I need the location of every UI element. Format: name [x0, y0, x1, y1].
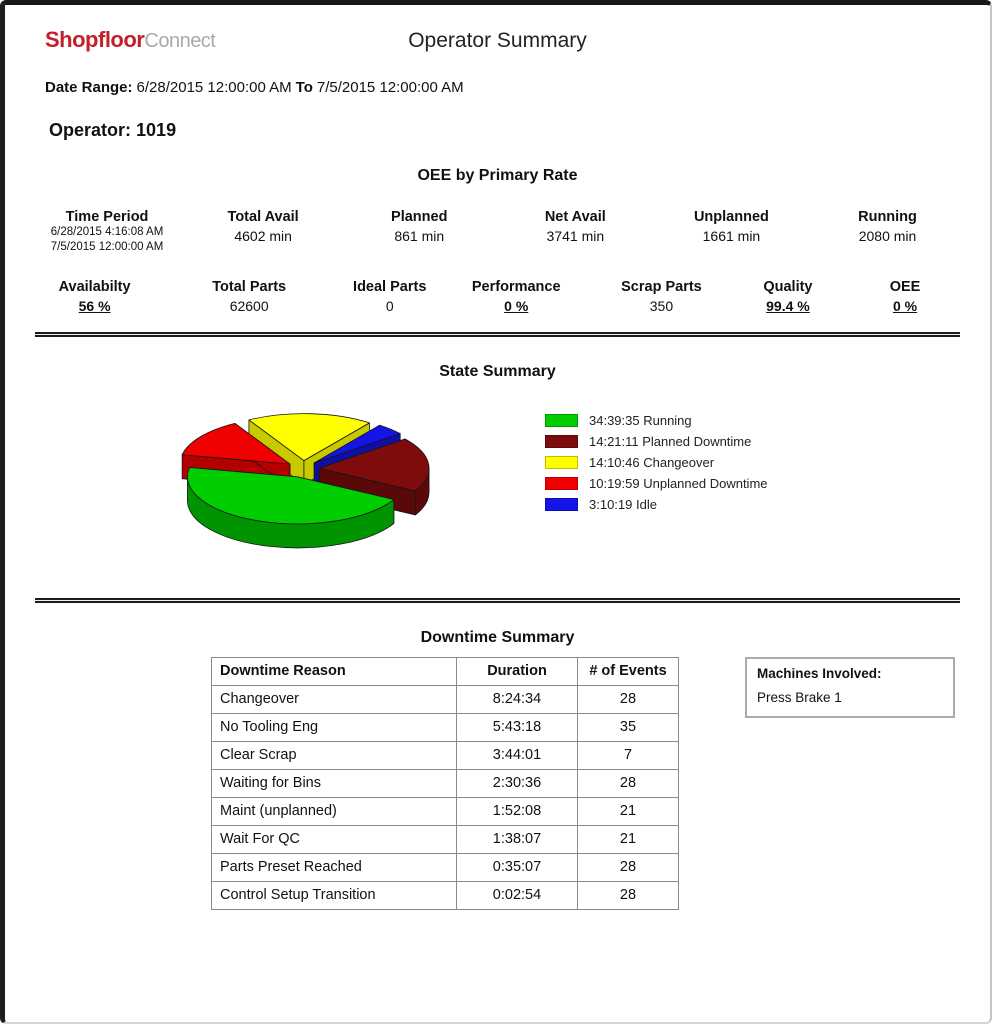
legend-label: 14:10:46 Changeover: [589, 454, 715, 470]
cell-events: 21: [578, 797, 679, 825]
oee-stat-time-period: [29, 209, 185, 255]
legend-item-idle: [545, 497, 768, 512]
oee-stat-ideal-parts: [338, 279, 441, 314]
legend-label: 10:19:59 Unplanned Downtime: [589, 475, 768, 491]
stat-label: Total Parts: [212, 278, 287, 295]
report-header: [29, 27, 966, 57]
cell-duration: 0:02:54: [457, 881, 578, 909]
stat-value: 4602 min: [234, 228, 292, 244]
date-range-label: Date Range:: [45, 79, 133, 96]
column-header-duration: Duration: [457, 657, 578, 685]
stat-label: Ideal Parts: [353, 278, 427, 295]
downtime-summary-block: [29, 657, 966, 910]
cell-events: 28: [578, 881, 679, 909]
legend-swatch-idle: [545, 498, 578, 511]
oee-stat-unplanned: [653, 209, 809, 255]
cell-events: 28: [578, 685, 679, 713]
cell-downtime-reason: No Tooling Eng: [212, 713, 457, 741]
page-title: Operator Summary: [408, 29, 587, 52]
stat-label: Availabilty: [58, 278, 131, 295]
oee-stat-quality: [732, 279, 844, 314]
stat-label: Net Avail: [544, 209, 606, 225]
state-summary-title: State Summary: [439, 362, 556, 380]
cell-duration: 1:38:07: [457, 825, 578, 853]
state-pie-chart: [155, 389, 475, 575]
logo-primary-text: Shopfloor: [45, 27, 145, 52]
downtime-summary-title: Downtime Summary: [420, 628, 575, 646]
downtime-table-header-row: [212, 657, 679, 685]
cell-events: 21: [578, 825, 679, 853]
stat-label: Unplanned: [693, 209, 769, 225]
legend-swatch-planned-downtime: [545, 435, 578, 448]
stat-value: 350: [649, 297, 674, 314]
stat-value: 861 min: [394, 228, 445, 244]
oee-stat-total-avail: [185, 209, 341, 255]
table-row: [212, 713, 679, 741]
stat-value: 1661 min: [702, 228, 761, 244]
stat-value: 0 %: [892, 297, 918, 314]
oee-stat-oee: [844, 279, 966, 314]
oee-stat-running: [809, 209, 965, 255]
legend-item-changeover: [545, 455, 768, 470]
operator-label: Operator:: [49, 120, 132, 140]
cell-downtime-reason: Control Setup Transition: [212, 881, 457, 909]
cell-downtime-reason: Maint (unplanned): [212, 797, 457, 825]
cell-events: 28: [578, 853, 679, 881]
legend-label: 3:10:19 Idle: [589, 496, 657, 512]
cell-downtime-reason: Parts Preset Reached: [212, 853, 457, 881]
section-divider: [35, 332, 960, 337]
stat-label: Quality: [763, 278, 813, 295]
stat-label: Performance: [471, 278, 561, 295]
stat-label: OEE: [889, 278, 921, 295]
table-row: [212, 769, 679, 797]
legend-item-running: [545, 413, 768, 428]
column-header-downtime-reason: Downtime Reason: [212, 657, 457, 685]
stat-label: Running: [858, 209, 917, 225]
date-range-start: 6/28/2015 12:00:00 AM: [136, 79, 292, 96]
stat-subtext: 6/28/2015 4:16:08 AM: [50, 226, 164, 238]
cell-downtime-reason: Changeover: [212, 685, 457, 713]
oee-section-title: OEE by Primary Rate: [417, 167, 578, 184]
stat-label: Time Period: [65, 209, 149, 225]
table-row: [212, 853, 679, 881]
downtime-table: [211, 657, 679, 910]
oee-stat-performance: [441, 279, 591, 314]
table-row: [212, 881, 679, 909]
stat-value: 0: [385, 297, 394, 314]
stat-value: 3741 min: [546, 228, 605, 244]
cell-duration: 8:24:34: [457, 685, 578, 713]
logo-secondary-text: Connect: [144, 30, 216, 52]
cell-duration: 5:43:18: [457, 713, 578, 741]
oee-stat-net-avail: [497, 209, 653, 255]
pie-legend: [545, 413, 768, 518]
legend-label: 34:39:35 Running: [589, 412, 692, 428]
operator-line: [49, 120, 966, 141]
stat-label: Total Avail: [227, 209, 299, 225]
cell-events: 28: [578, 769, 679, 797]
legend-item-unplanned-downtime: [545, 476, 768, 491]
date-range-to-label: To: [295, 79, 313, 96]
date-range-line: [45, 79, 966, 96]
legend-swatch-running: [545, 414, 578, 427]
machines-list: [757, 690, 943, 705]
machine-item: Press Brake 1: [757, 689, 842, 705]
oee-stat-availabilty: [29, 279, 160, 314]
cell-events: 35: [578, 713, 679, 741]
legend-swatch-unplanned-downtime: [545, 477, 578, 490]
stat-value: 2080 min: [858, 228, 917, 244]
cell-downtime-reason: Waiting for Bins: [212, 769, 457, 797]
cell-duration: 0:35:07: [457, 853, 578, 881]
machines-involved-box: [745, 657, 955, 718]
table-row: [212, 797, 679, 825]
oee-stat-total-parts: [160, 279, 338, 314]
cell-downtime-reason: Clear Scrap: [212, 741, 457, 769]
operator-value: 1019: [136, 120, 177, 140]
oee-stat-planned: [341, 209, 497, 255]
cell-events: 7: [578, 741, 679, 769]
stat-value: 99.4 %: [766, 297, 810, 314]
column-header-of-events: # of Events: [578, 657, 679, 685]
cell-duration: 1:52:08: [457, 797, 578, 825]
legend-swatch-changeover: [545, 456, 578, 469]
oee-stat-scrap-parts: [591, 279, 732, 314]
state-summary-block: [29, 389, 966, 580]
stat-label: Scrap Parts: [621, 278, 702, 295]
table-row: [212, 825, 679, 853]
stat-value: 0 %: [504, 297, 529, 314]
stat-value: 62600: [229, 297, 269, 314]
stat-value: 56 %: [78, 297, 111, 314]
legend-label: 14:21:11 Planned Downtime: [589, 433, 752, 449]
oee-stats-row-2: [29, 279, 966, 314]
oee-stats-row-1: [29, 209, 966, 255]
stat-subtext: 7/5/2015 12:00:00 AM: [50, 240, 164, 253]
stat-label: Planned: [391, 209, 448, 225]
cell-downtime-reason: Wait For QC: [212, 825, 457, 853]
shopfloorconnect-logo: [45, 27, 215, 53]
section-divider: [35, 598, 960, 603]
machines-involved-label: Machines Involved:: [757, 665, 882, 681]
pie-chart-wrap: [155, 389, 475, 580]
table-row: [212, 685, 679, 713]
table-row: [212, 741, 679, 769]
cell-duration: 2:30:36: [457, 769, 578, 797]
cell-duration: 3:44:01: [457, 741, 578, 769]
date-range-end: 7/5/2015 12:00:00 AM: [316, 79, 464, 96]
legend-item-planned-downtime: [545, 434, 768, 449]
